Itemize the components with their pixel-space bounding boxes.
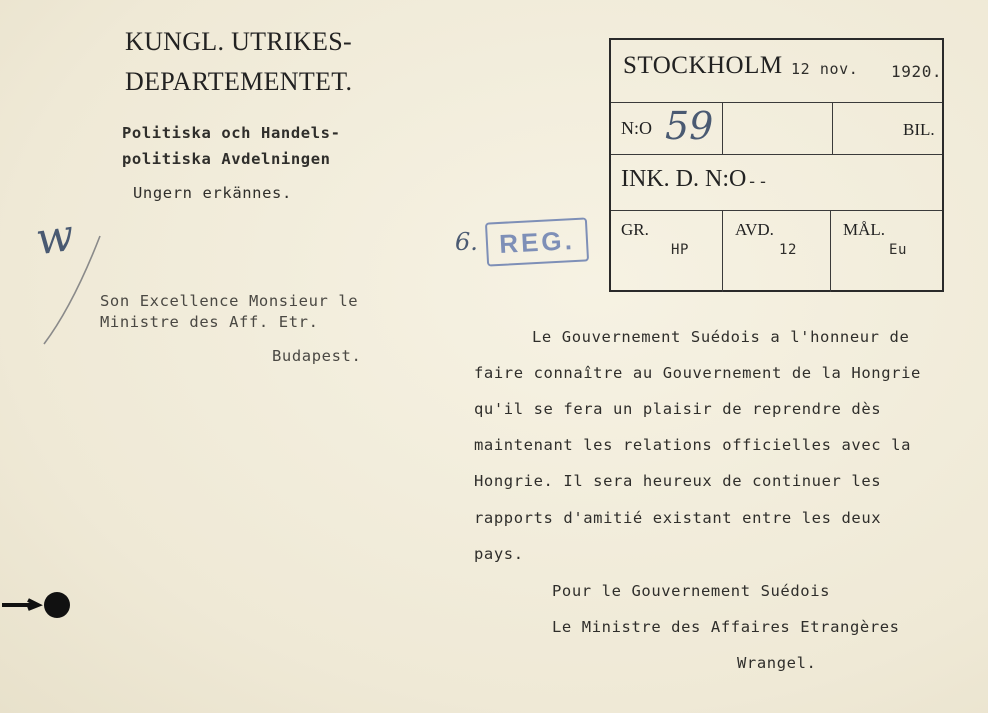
stamp-year: 1920.: [891, 62, 943, 81]
body-line-3: qu'il se fera un plaisir de reprendre dès: [474, 400, 882, 418]
letterhead-line2: DEPARTEMENTET.: [125, 67, 353, 96]
body-line-5: Hongrie. Il sera heureux de continuer les: [474, 472, 882, 490]
stamp-ink-value: --: [747, 172, 769, 192]
handwritten-reg-number: 6.: [455, 228, 478, 256]
body-line-4: maintenant les relations officielles avec la: [474, 436, 911, 454]
stamp-mal-label: MÅL.: [843, 220, 886, 239]
department-line1: Politiska och Handels-: [122, 124, 341, 142]
addressee-line2: Ministre des Aff. Etr.: [100, 313, 319, 331]
signature-name: Wrangel.: [737, 654, 817, 672]
body-line-2: faire connaître au Gouvernement de la Hongrie: [474, 364, 921, 382]
registry-stamp: [609, 38, 944, 292]
stamp-bil-label: BIL.: [903, 120, 935, 139]
letterhead: [125, 22, 352, 102]
subject-line: Ungern erkännes.: [133, 184, 292, 202]
signature-line2: Le Ministre des Affaires Etrangères: [552, 618, 900, 636]
stamp-ink-label: INK. D. N:O: [621, 166, 747, 192]
stamp-no-value: 59: [665, 104, 714, 148]
stamp-no-label: N:O: [621, 118, 652, 138]
stamp-gr-label: GR.: [621, 220, 649, 239]
addressee-city: Budapest.: [272, 347, 362, 365]
handwritten-initials: w: [32, 209, 78, 266]
body-line-1: Le Gouvernement Suédois a l'honneur de: [532, 328, 910, 346]
stamp-date: 12 nov.: [791, 60, 859, 78]
body-line-6: rapports d'amitié existant entre les deux: [474, 509, 882, 527]
stamp-gr-value: HP: [671, 242, 690, 258]
stamp-city: STOCKHOLM: [623, 52, 783, 79]
addressee-line1: Son Excellence Monsieur le: [100, 292, 359, 310]
punch-hole-icon: [44, 592, 70, 618]
body-line-7: pays.: [474, 545, 524, 563]
reg-stamp: REG.: [485, 217, 589, 266]
stamp-mal-value: Eu: [889, 242, 908, 258]
letterhead-line1: KUNGL. UTRIKES-: [125, 27, 352, 56]
signature-line1: Pour le Gouvernement Suédois: [552, 582, 831, 600]
department-line2: politiska Avdelningen: [122, 150, 331, 168]
stamp-avd-value: 12: [779, 242, 798, 258]
punch-mark-icon: [0, 596, 46, 614]
pencil-stroke-icon: [38, 232, 108, 352]
stamp-avd-label: AVD.: [735, 220, 774, 239]
